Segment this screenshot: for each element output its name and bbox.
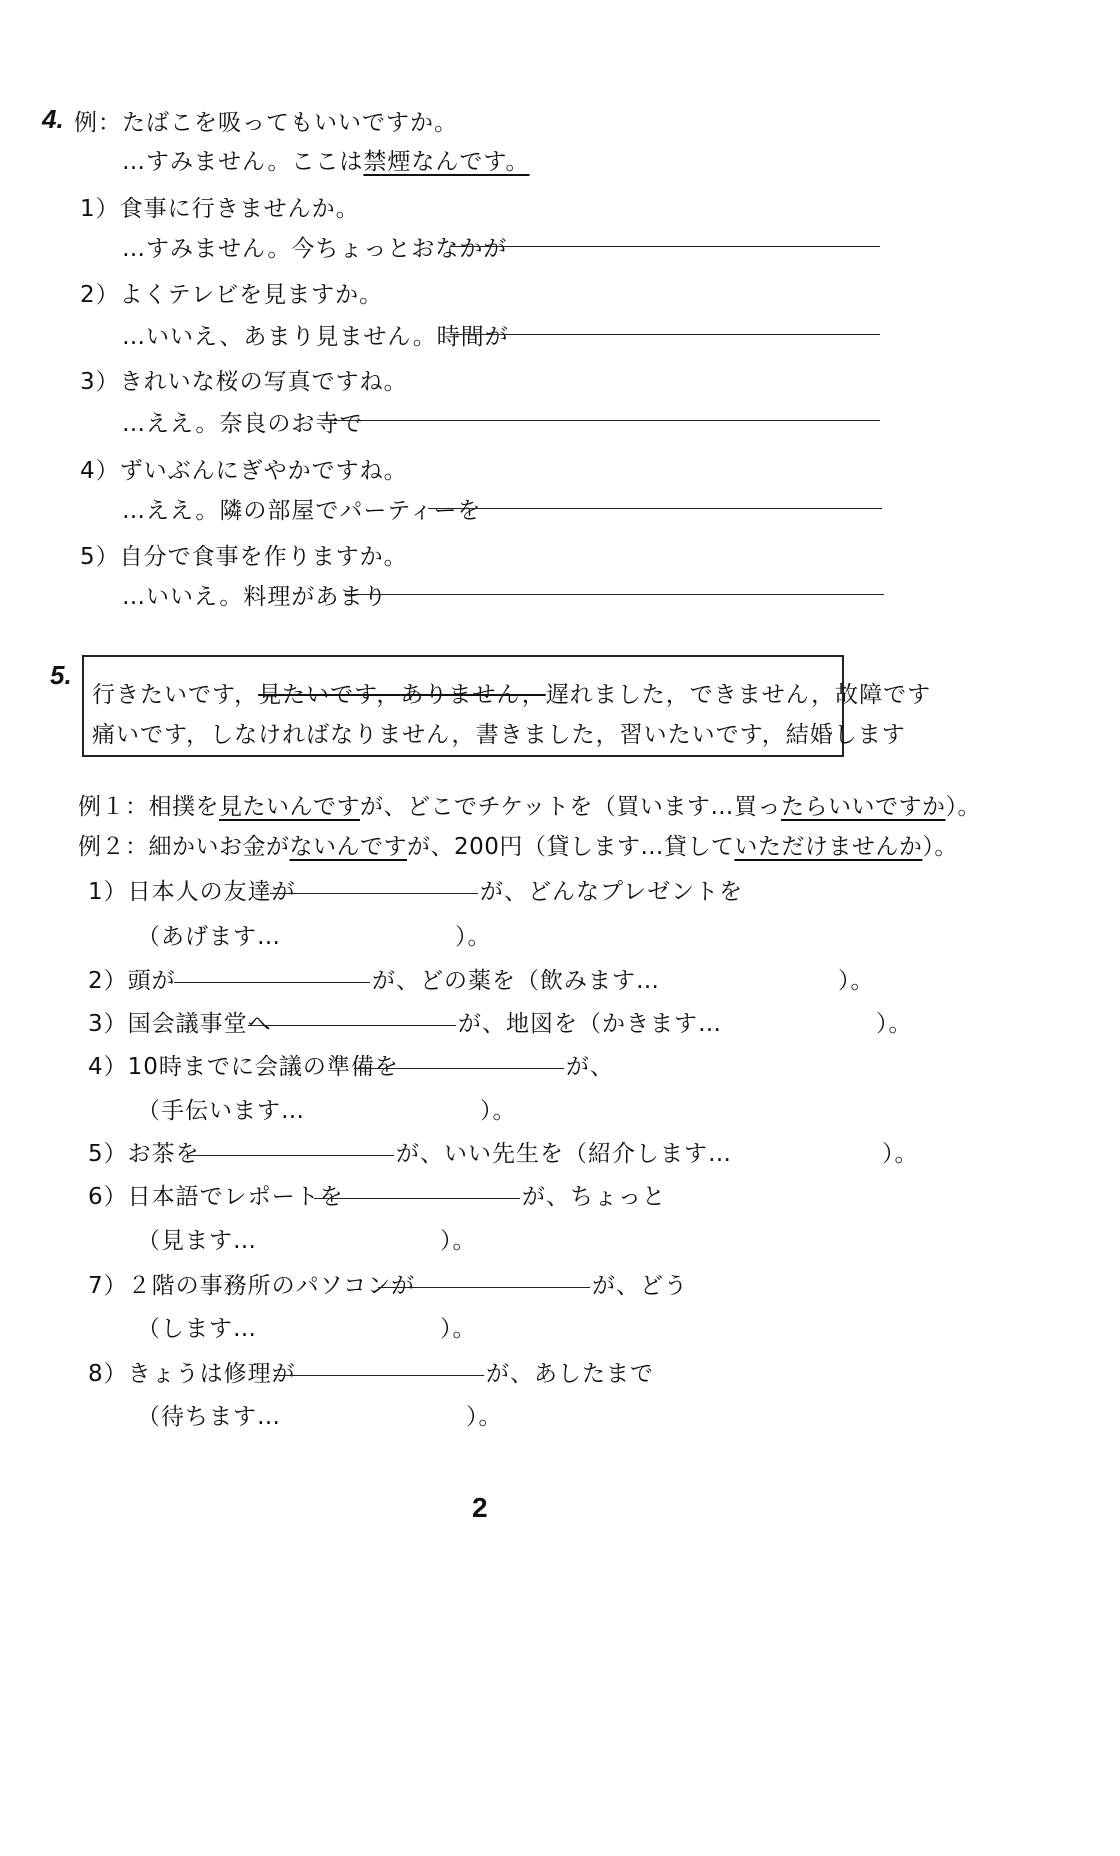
word-mitai: 見たいです， [258, 682, 401, 708]
s5-item-6-num: 6） [88, 1184, 128, 1210]
s5-example-1 [78, 788, 981, 821]
s5-item-8-line-1 [88, 1355, 296, 1388]
s5-item-2-line-1 [88, 962, 176, 995]
s5-item-4-line-1 [88, 1048, 399, 1081]
word-okuremashita: 遅れました， [545, 682, 690, 708]
word-itai: 痛いです， [92, 722, 211, 748]
example-answer [122, 143, 530, 176]
s5-item-1-a: 日本人の友達が [127, 879, 296, 905]
s5-example-2 [78, 828, 958, 861]
s5-example-2-d: 貸して [663, 834, 735, 860]
s5-item-4-c: （手伝います… [137, 1098, 305, 1124]
s5-item-3-close: ）。 [876, 1011, 913, 1037]
s4-item-5-answer: …いいえ。料理があまり [122, 584, 388, 610]
s5-item-2-blank[interactable] [174, 982, 370, 983]
example-answer-prefix: …すみません。ここは [122, 149, 364, 175]
s5-item-3-a: 国会議事堂へ [127, 1011, 272, 1037]
s4-item-2-question-text: よくテレビを見ますか。 [119, 282, 384, 308]
word-kakimashita: 書きました， [475, 722, 620, 748]
s4-item-4-answer-blank[interactable] [428, 508, 882, 509]
word-box-line-1 [92, 676, 931, 709]
s5-item-6-a: 日本語でレポートを [127, 1184, 344, 1210]
s4-item-5-question [80, 538, 408, 571]
s4-item-2-answer: …いいえ、あまり見ません。時間が [122, 324, 509, 350]
s5-item-2-b: が、どの薬を（飲みます… [372, 968, 660, 994]
s5-item-7-a: ２階の事務所のパソコンが [127, 1273, 416, 1299]
s4-item-1-question-text: 食事に行きませんか。 [119, 196, 360, 222]
s5-item-1-line-2 [137, 918, 281, 951]
s5-item-8-num: 8） [88, 1361, 128, 1387]
example-question-text: たばこを吸ってもいいですか。 [122, 110, 458, 136]
s5-item-1-c: （あげます… [137, 924, 281, 950]
s5-item-8-line-2 [137, 1398, 281, 1431]
s5-item-7-c: （します… [137, 1316, 257, 1342]
s4-item-5-answer-blank[interactable] [346, 594, 884, 595]
s5-example-2-f: ）。 [922, 834, 958, 860]
example-question [74, 104, 458, 137]
s5-example-2-b: ないんです [289, 834, 407, 860]
s4-item-2-question [80, 276, 383, 309]
s5-example-1-label: 例１： [78, 794, 149, 820]
s4-item-3-answer-blank[interactable] [322, 420, 880, 421]
s5-example-2-a: 細かいお金が [148, 834, 290, 860]
s5-example-2-label: 例２： [78, 834, 149, 860]
s5-item-6-line-2 [137, 1222, 257, 1255]
s4-item-3-question [80, 363, 408, 396]
word-shinakereba: しなければなりません， [210, 722, 476, 748]
s5-example-1-c: が、どこでチケットを（買います… [360, 794, 734, 820]
s5-item-4-b: が、 [566, 1054, 614, 1080]
s5-item-5-close: ）。 [882, 1141, 919, 1167]
word-koshou: 故障です [835, 682, 932, 708]
s4-item-3-question-text: きれいな桜の写真ですね。 [119, 369, 408, 395]
s5-item-6-close: ）。 [440, 1228, 477, 1254]
s5-item-6-b: が、ちょっと [522, 1184, 666, 1210]
example-answer-underlined: 禁煙なんです。 [363, 149, 530, 175]
s5-item-5-a: お茶を [127, 1141, 200, 1167]
s5-item-7-close: ）。 [440, 1316, 477, 1342]
s4-item-4-answer: …ええ。隣の部屋でパーティーを [122, 498, 482, 524]
word-arimasen: ありません， [400, 682, 546, 708]
s4-item-5-question-text: 自分で食事を作りますか。 [119, 544, 408, 570]
s5-item-4-line-2 [137, 1092, 305, 1125]
s5-item-4-blank[interactable] [354, 1068, 564, 1069]
s4-item-1-question [80, 190, 360, 223]
s5-item-5-blank[interactable] [188, 1155, 394, 1156]
s4-item-4-question [80, 452, 408, 485]
s5-item-4-num: 4） [88, 1054, 128, 1080]
s5-item-2-close: ）。 [838, 968, 875, 994]
s5-example-1-d: 買っ [733, 794, 781, 820]
s5-item-7-blank[interactable] [378, 1287, 590, 1288]
page-number: 2 [472, 1492, 488, 1523]
s4-item-4-num: 4） [80, 458, 120, 484]
s5-item-1-close: ）。 [455, 924, 492, 950]
section-5-number: 5. [50, 660, 72, 690]
word-box-line-2 [92, 716, 906, 749]
s5-item-7-num: 7） [88, 1273, 128, 1299]
s5-item-8-close: ）。 [466, 1404, 503, 1430]
s5-item-2-num: 2） [88, 968, 128, 994]
s5-item-8-a: きょうは修理が [127, 1361, 296, 1387]
s5-item-7-line-2 [137, 1310, 257, 1343]
s5-example-1-e: たらいいですか [780, 794, 946, 820]
s5-item-6-line-1 [88, 1178, 344, 1211]
s5-item-7-b: が、どう [592, 1273, 688, 1299]
s5-item-3-line-1 [88, 1005, 272, 1038]
word-ikitai: 行きたいです， [92, 682, 259, 708]
s5-item-1-num: 1） [88, 879, 128, 905]
s5-item-5-num: 5） [88, 1141, 128, 1167]
s4-item-1-num: 1） [80, 196, 120, 222]
s5-example-2-c: が、200円（貸します… [407, 834, 664, 860]
s5-item-4-close: ）。 [480, 1098, 517, 1124]
s5-item-7-line-1 [88, 1267, 415, 1300]
s5-example-1-b: 見たいんです [219, 794, 360, 820]
s5-example-2-e: いただけませんか [734, 834, 923, 860]
word-naraitai: 習いたいです， [619, 722, 786, 748]
word-dekimasen: できません， [689, 682, 836, 708]
s5-item-5-line-1 [88, 1135, 200, 1168]
section-4-number: 4. [42, 104, 64, 134]
s4-item-3-answer: …ええ。奈良のお寺で [122, 411, 364, 437]
s5-item-3-num: 3） [88, 1011, 128, 1037]
s5-item-3-b: が、地図を（かきます… [458, 1011, 722, 1037]
s5-item-2-a: 頭が [127, 968, 176, 994]
s4-item-1-answer: …すみません。今ちょっとおなかが [122, 236, 508, 262]
s5-item-4-a: 10時までに会議の準備を [127, 1054, 399, 1080]
s5-item-1-b: が、どんなプレゼントを [480, 879, 744, 905]
s4-item-1-answer-blank[interactable] [450, 246, 880, 247]
s5-item-8-c: （待ちます… [137, 1404, 281, 1430]
word-kekkon: 結婚します [785, 722, 906, 748]
s4-item-5-num: 5） [80, 544, 120, 570]
s4-item-3-num: 3） [80, 369, 120, 395]
s5-item-1-line-1 [88, 873, 296, 906]
s5-item-1-blank[interactable] [270, 893, 478, 894]
s5-item-6-blank[interactable] [314, 1198, 520, 1199]
s5-item-5-b: が、いい先生を（紹介します… [396, 1141, 732, 1167]
s4-item-2-answer-blank[interactable] [450, 334, 880, 335]
example-label: 例： [74, 110, 122, 136]
s5-item-8-blank[interactable] [274, 1375, 484, 1376]
s5-example-1-f: ）。 [945, 794, 981, 820]
s5-example-1-a: 相撲を [148, 794, 219, 820]
s4-item-2-num: 2） [80, 282, 120, 308]
s5-item-8-b: が、あしたまで [486, 1361, 654, 1387]
s5-item-3-blank[interactable] [248, 1025, 456, 1026]
s4-item-4-question-text: ずいぶんにぎやかですね。 [119, 458, 408, 484]
s5-item-6-c: （見ます… [137, 1228, 257, 1254]
